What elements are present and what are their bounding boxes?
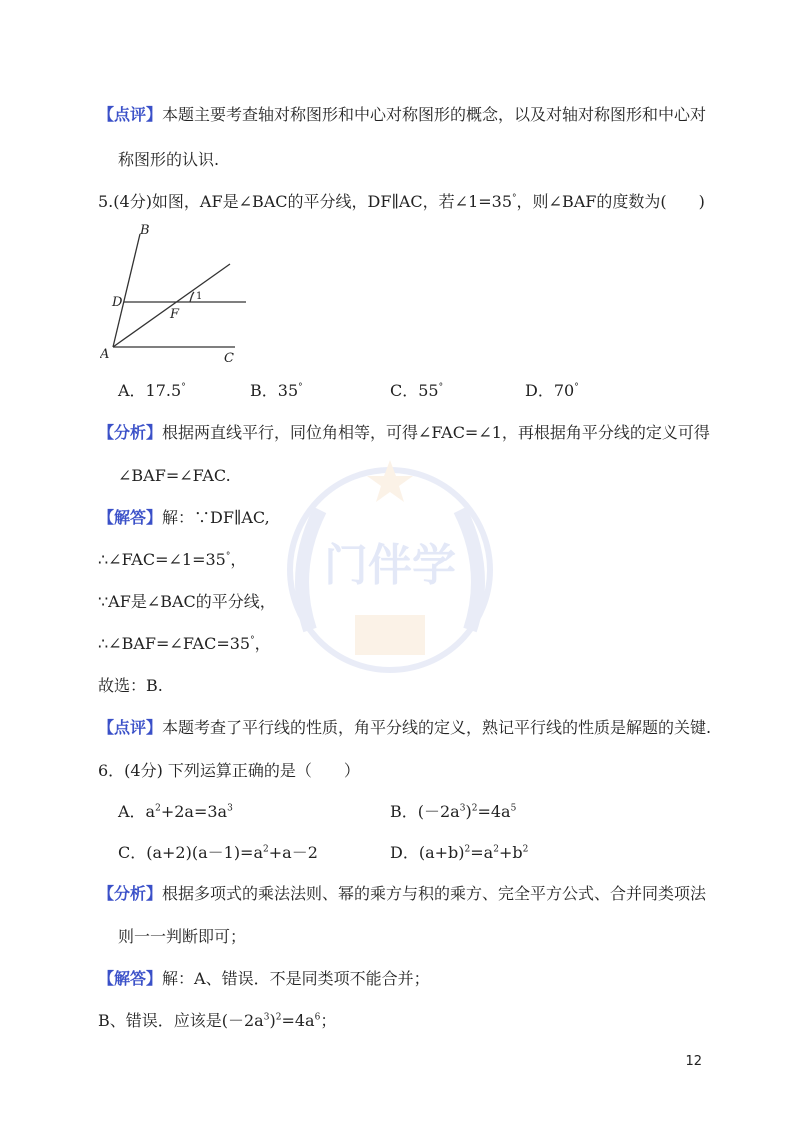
label-angle-1: 1 [196, 291, 203, 302]
label-A: A [100, 347, 110, 362]
q5-answer: 【解答】解：∵DF∥AC, [98, 508, 270, 527]
label-C: C [224, 351, 234, 366]
page-number: 12 [685, 1054, 702, 1069]
comment-4 [98, 104, 706, 126]
q6-option-d: D．$(a+b)^2=a^2+b^2$ [390, 843, 529, 862]
q5-option-a: A．17.5° [118, 381, 186, 400]
q5-option-c: C．55° [390, 381, 444, 400]
q5-option-d: D．70° [525, 381, 579, 400]
comment-text-1: 本题主要考查轴对称图形和中心对称图形的概念，以及对轴对称图形和中心对 [162, 105, 707, 124]
q5-answer-line3: ∵AF是∠BAC的平分线， [98, 592, 276, 611]
label-F: F [170, 307, 180, 322]
svg-text:门伴学: 门伴学 [324, 540, 456, 591]
q5-analysis: 【分析】根据两直线平行，同位角相等，可得∠FAC=∠1，再根据角平分线的定义可得 [98, 423, 710, 442]
label-B: B [140, 223, 150, 238]
question-5-stem: 5.(4分)如图，AF是∠BAC的平分线，DF∥AC，若∠1=35°，则∠BAF的度数为( ) [98, 192, 705, 211]
q5-choice: 故选：B. [98, 676, 163, 695]
comment-tag: 【点评】 [98, 105, 163, 124]
q6-option-b: B．$(-2a^3)^2=4a^5$ [390, 802, 517, 821]
q6-analysis-line2: 则一一判断即可； [118, 927, 247, 946]
q6-answer-line2: B、错误．应该是$(-2a^3)^2=4a^6$； [98, 1011, 337, 1030]
q5-comment: 【点评】本题考查了平行线的性质，角平分线的定义，熟记平行线的性质是解题的关键. [98, 718, 712, 737]
q5-answer-line2: ∴∠FAC=∠1=35°， [98, 550, 247, 569]
q6-option-c: C．$(a+2)(a-1)=a^2+a-2$ [118, 843, 318, 862]
question-6-stem: 6．(4分) 下列运算正确的是（ ） [98, 761, 360, 780]
q5-option-b: B．35° [250, 381, 303, 400]
geometry-figure [100, 222, 260, 376]
q5-analysis-line2: ∠BAF=∠FAC. [118, 466, 231, 485]
watermark-logo [270, 440, 510, 700]
label-D: D [112, 295, 123, 310]
q5-answer-line4: ∴∠BAF=∠FAC=35°， [98, 634, 271, 653]
comment-4-line2: 称图形的认识. [118, 150, 220, 169]
q6-option-a: A．$a^2+2a=3a^3$ [118, 802, 233, 821]
q6-answer: 【解答】解：A、错误．不是同类项不能合并； [98, 969, 430, 988]
q6-analysis: 【分析】根据多项式的乘法法则、幂的乘方与积的乘方、完全平方公式、合并同类项法 [98, 884, 707, 903]
